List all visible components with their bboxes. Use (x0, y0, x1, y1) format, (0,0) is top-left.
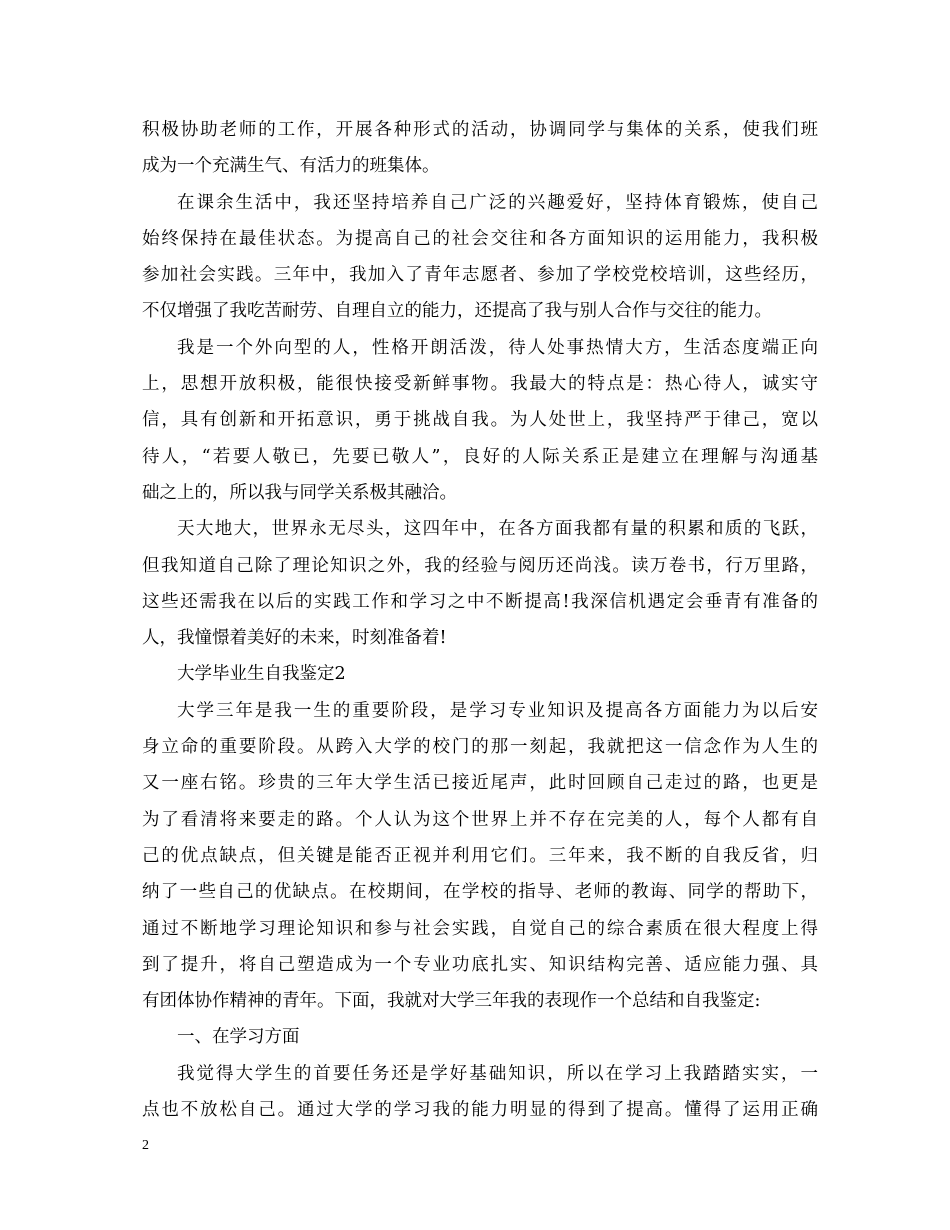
text-line: 为了看清将来要走的路。个人认为这个世界上并不存在完美的人，每个人都有自 (142, 809, 818, 830)
text-line: 到了提升，将自己塑造成为一个专业功底扎实、知识结构完善、适应能力强、具 (142, 954, 818, 975)
text-line: 有团体协作精神的青年。下面，我就对大学三年我的表现作一个总结和自我鉴定: (142, 991, 761, 1012)
text-line: 一、在学习方面 (177, 1027, 300, 1048)
text-line: 身立命的重要阶段。从跨入大学的校门的那一刻起，我就把这一信念作为人生的 (142, 737, 818, 758)
text-line: 成为一个充满生气、有活力的班集体。 (142, 156, 440, 177)
text-line: 积极协助老师的工作，开展各种形式的活动，协调同学与集体的关系，使我们班 (142, 120, 818, 140)
text-line: 我觉得大学生的首要任务还是学好基础知识，所以在学习上我踏踏实实，一 (177, 1063, 818, 1084)
text-line: 纳了一些自己的优缺点。在校期间，在学校的指导、老师的教诲、同学的帮助下， (142, 882, 818, 903)
text-line: 在课余生活中，我还坚持培养自己广泛的兴趣爱好，坚持体育锻炼，使自己 (177, 192, 818, 213)
text-line: 我是一个外向型的人，性格开朗活泼，待人处事热情大方，生活态度端正向 (177, 337, 818, 358)
text-line: 但我知道自己除了理论知识之外，我的经验与阅历还尚浅。读万卷书，行万里路， (142, 555, 818, 576)
text-line: 己的优点缺点，但关键是能否正视并利用它们。三年来，我不断的自我反省，归 (142, 845, 818, 866)
text-line: 上，思想开放积极，能很快接受新鲜事物。我最大的特点是：热心待人，诚实守 (142, 374, 818, 395)
text-line: 大学毕业生自我鉴定2 (177, 664, 346, 685)
text-line: 参加社会实践。三年中，我加入了青年志愿者、参加了学校党校培训，这些经历， (142, 265, 818, 286)
text-line: 始终保持在最佳状态。为提高自己的社会交往和各方面知识的运用能力，我积极 (142, 228, 818, 249)
text-line: 待人，“若要人敬已，先要已敬人”，良好的人际关系正是建立在理解与沟通基 (142, 446, 818, 467)
text-line: 又一座右铭。珍贵的三年大学生活已接近尾声，此时回顾自己走过的路，也更是 (142, 773, 818, 794)
page-number: 2 (142, 1138, 149, 1153)
text-line: 不仅增强了我吃苦耐劳、自理自立的能力，还提高了我与别人合作与交往的能力。 (142, 301, 772, 322)
text-line: 人，我憧憬着美好的未来，时刻准备着! (142, 628, 447, 649)
text-line: 础之上的，所以我与同学关系极其融洽。 (142, 482, 457, 503)
text-line: 信，具有创新和开拓意识，勇于挑战自我。为人处世上，我坚持严于律己，宽以 (142, 410, 818, 431)
text-line: 这些还需我在以后的实践工作和学习之中不断提高!我深信机遇定会垂青有准备的 (142, 591, 818, 612)
text-line: 通过不断地学习理论知识和参与社会实践，自觉自己的综合素质在很大程度上得 (142, 918, 818, 939)
document-body (142, 112, 818, 1128)
text-line: 天大地大，世界永无尽头，这四年中，在各方面我都有量的积累和质的飞跃， (177, 519, 818, 540)
text-line: 大学三年是我一生的重要阶段，是学习专业知识及提高各方面能力为以后安 (177, 700, 818, 721)
text-line: 点也不放松自己。通过大学的学习我的能力明显的得到了提高。懂得了运用正确 (142, 1100, 818, 1121)
